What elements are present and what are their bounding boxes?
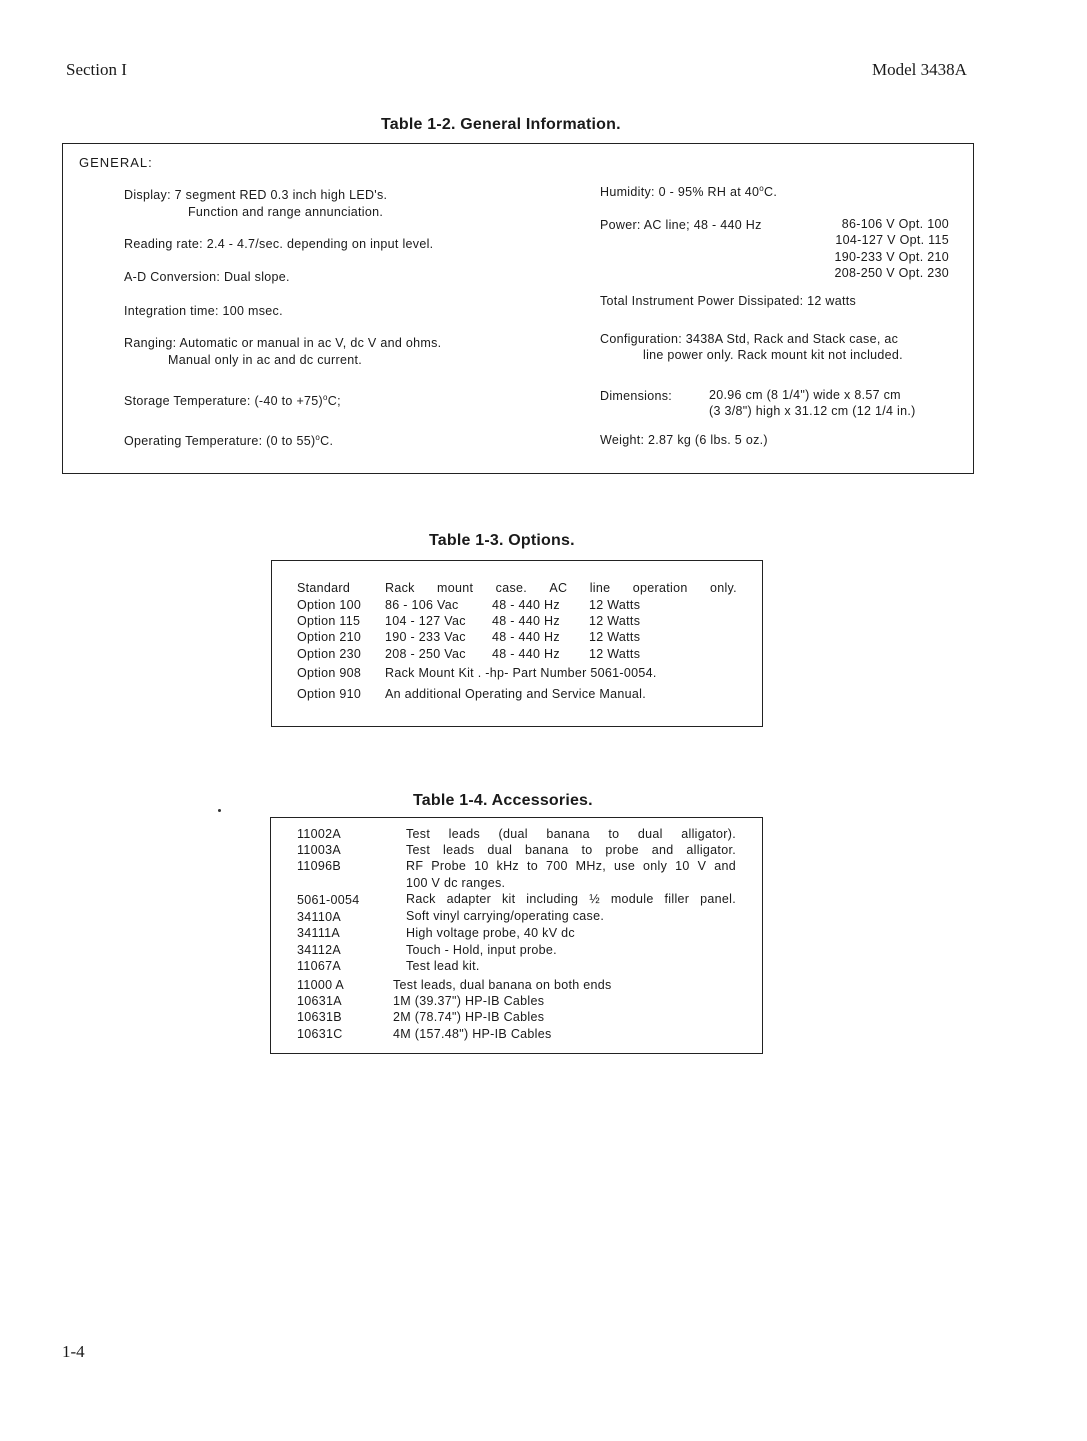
- standard-word: operation: [632, 581, 688, 595]
- configuration-spec-cont: line power only. Rack mount kit not included.: [643, 348, 903, 362]
- table-1-2-box: [62, 143, 974, 474]
- accessory-part: 11002A: [297, 827, 341, 841]
- power-spec: Power: AC line; 48 - 440 Hz: [600, 218, 762, 232]
- power-option-210: 190-233 V Opt. 210: [834, 250, 949, 264]
- operating-temp-value: Operating Temperature: (0 to 55): [124, 434, 316, 449]
- operating-temperature-spec: Operating Temperature: (0 to 55)$^o$C.: [124, 433, 334, 449]
- accessory-part: 10631B: [297, 1010, 342, 1024]
- option-115-label: Option 115: [297, 614, 361, 628]
- accessory-part: 5061-0054: [297, 893, 360, 907]
- option-210-freq: 48 - 440 Hz: [492, 630, 560, 644]
- humidity-spec: Humidity: 0 - 95% RH at 40$^o$C.: [600, 184, 778, 200]
- accessory-desc: 100 V dc ranges.: [406, 876, 506, 890]
- option-230-freq: 48 - 440 Hz: [492, 647, 560, 661]
- dimensions-line-2: (3 3/8") high x 31.12 cm (12 1/4 in.): [709, 404, 916, 418]
- option-100-label: Option 100: [297, 598, 362, 612]
- option-210-watts: 12 Watts: [589, 630, 641, 644]
- power-option-100: 86-106 V Opt. 100: [841, 217, 949, 231]
- accessory-desc: RF Probe 10 kHz to 700 MHz, use only 10 V and: [406, 859, 736, 873]
- page-number: 1-4: [62, 1342, 85, 1361]
- accessory-desc: Soft vinyl carrying/operating case.: [406, 909, 605, 923]
- standard-option-desc: [385, 581, 737, 595]
- storage-temperature-spec: Storage Temperature: (-40 to +75)$^o$C;: [124, 393, 341, 409]
- ranging-spec-cont: Manual only in ac and dc current.: [168, 353, 363, 367]
- option-908-desc: Rack Mount Kit . -hp- Part Number 5061-0054.: [385, 666, 657, 680]
- standard-word: case.: [495, 581, 528, 595]
- standard-word: line: [589, 581, 611, 595]
- ranging-spec: Ranging: Automatic or manual in ac V, dc V and ohms.: [124, 336, 442, 350]
- accessory-part: 34112A: [297, 943, 341, 957]
- standard-option-label: Standard: [297, 581, 351, 595]
- table-1-3-box: [271, 560, 763, 727]
- humidity-value: Humidity: 0 - 95% RH at 40: [600, 185, 760, 200]
- accessory-part: 10631A: [297, 994, 342, 1008]
- accessory-desc: Touch - Hold, input probe.: [406, 943, 557, 957]
- storage-temp-unit: C;: [327, 394, 341, 409]
- model-label: Model 3438A: [872, 60, 967, 79]
- option-115-freq: 48 - 440 Hz: [492, 614, 560, 628]
- accessory-desc: Test leads, dual banana on both ends: [393, 978, 612, 992]
- storage-temp-value: Storage Temperature: (-40 to +75): [124, 394, 324, 409]
- table-1-3-title: Table 1-3. Options.: [429, 532, 575, 549]
- accessory-desc: 4M (157.48") HP-IB Cables: [393, 1027, 552, 1041]
- option-115-watts: 12 Watts: [589, 614, 641, 628]
- power-option-230: 208-250 V Opt. 230: [834, 266, 949, 280]
- standard-word: mount: [437, 581, 474, 595]
- option-210-voltage: 190 - 233 Vac: [385, 630, 466, 644]
- weight-spec: Weight: 2.87 kg (6 lbs. 5 oz.): [600, 433, 768, 447]
- option-908-label: Option 908: [297, 666, 362, 680]
- accessory-part: 34110A: [297, 910, 341, 924]
- integration-time-spec: Integration time: 100 msec.: [124, 304, 283, 318]
- stray-dot: [218, 809, 221, 812]
- humidity-unit: C.: [764, 185, 778, 200]
- operating-temp-unit: C.: [320, 434, 334, 449]
- accessory-desc: 1M (39.37") HP-IB Cables: [393, 994, 545, 1008]
- option-230-watts: 12 Watts: [589, 647, 641, 661]
- accessory-part: 11096B: [297, 859, 341, 873]
- display-spec: Display: 7 segment RED 0.3 inch high LED's.: [124, 188, 388, 202]
- accessory-desc: High voltage probe, 40 kV dc: [406, 926, 575, 940]
- accessory-desc: 2M (78.74") HP-IB Cables: [393, 1010, 545, 1024]
- option-100-watts: 12 Watts: [589, 598, 641, 612]
- display-spec-cont: Function and range annunciation.: [188, 205, 384, 219]
- accessory-desc: Rack adapter kit including ½ module filler panel.: [406, 892, 736, 906]
- general-heading: GENERAL:: [79, 155, 153, 170]
- reading-rate-spec: Reading rate: 2.4 - 4.7/sec. depending on input level.: [124, 237, 434, 251]
- option-210-label: Option 210: [297, 630, 362, 644]
- table-1-4-box: [270, 817, 763, 1054]
- option-100-voltage: 86 - 106 Vac: [385, 598, 459, 612]
- total-power-spec: Total Instrument Power Dissipated: 12 watts: [600, 294, 857, 308]
- power-option-115: 104-127 V Opt. 115: [835, 233, 949, 247]
- section-label: Section I: [66, 60, 127, 79]
- option-100-freq: 48 - 440 Hz: [492, 598, 560, 612]
- table-1-2-title: Table 1-2. General Information.: [381, 116, 621, 133]
- ad-conversion-spec: A-D Conversion: Dual slope.: [124, 270, 290, 284]
- accessory-part: 11067A: [297, 959, 341, 973]
- configuration-spec: Configuration: 3438A Std, Rack and Stack case, ac: [600, 332, 899, 346]
- accessory-desc: Test lead kit.: [406, 959, 480, 973]
- dimensions-label: Dimensions:: [600, 389, 673, 403]
- option-115-voltage: 104 - 127 Vac: [385, 614, 466, 628]
- option-230-label: Option 230: [297, 647, 362, 661]
- standard-word: only.: [709, 581, 737, 595]
- option-910-desc: An additional Operating and Service Manual.: [385, 687, 646, 701]
- accessory-part: 11000 A: [297, 978, 345, 992]
- dimensions-line-1: 20.96 cm (8 1/4") wide x 8.57 cm: [709, 388, 901, 402]
- option-230-voltage: 208 - 250 Vac: [385, 647, 466, 661]
- accessory-part: 11003A: [297, 843, 341, 857]
- accessory-part: 10631C: [297, 1027, 343, 1041]
- accessory-desc: Test leads (dual banana to dual alligator).: [406, 827, 736, 841]
- option-910-label: Option 910: [297, 687, 362, 701]
- table-1-4-title: Table 1-4. Accessories.: [413, 792, 593, 809]
- standard-word: AC: [549, 581, 568, 595]
- standard-word: Rack: [385, 581, 415, 595]
- accessory-part: 34111A: [297, 926, 341, 940]
- accessory-desc: Test leads dual banana to probe and alligator.: [406, 843, 736, 857]
